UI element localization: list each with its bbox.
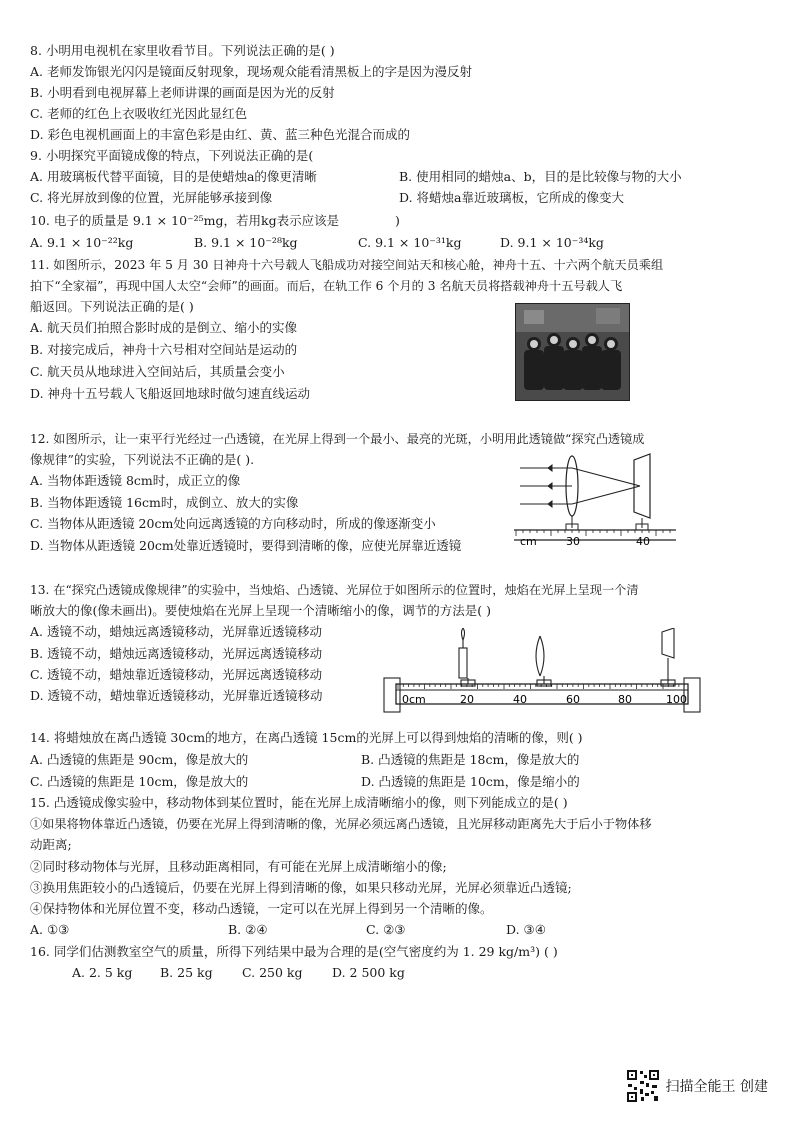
q15-option-c: C. ②③ — [366, 922, 406, 937]
q8-option-a: A. 老师发饰银光闪闪是镜面反射现象，现场观众能看清黑板上的字是因为漫反射 — [30, 64, 472, 79]
q12-ruler-unit: cm — [520, 535, 537, 546]
q15-statement-1-cont: 动距离; — [30, 837, 72, 852]
q8-option-d: D. 彩色电视机画面上的丰富色彩是由红、黄、蓝三种色光混合而成的 — [30, 127, 411, 142]
q13-option-c: C. 透镜不动，蜡烛靠近透镜移动，光屏远离透镜移动 — [30, 667, 323, 682]
q16-option-b: B. 25 kg — [160, 965, 213, 980]
q12-stem-line-2: 像规律”的实验，下列说法不正确的是( ). — [30, 452, 255, 467]
q16-option-a: A. 2. 5 kg — [72, 965, 133, 980]
q14-option-b: B. 凸透镜的焦距是 18cm，像是放大的 — [361, 752, 580, 767]
q9-option-b: B. 使用相同的蜡烛a、b，目的是比较像与物的大小 — [399, 169, 682, 184]
q13-ruler-label-0: 0cm — [402, 693, 426, 706]
q12-ruler-tick-40: 40 — [636, 535, 650, 546]
q11-stem-line-2: 拍下“全家福”，再现中国人太空“会师”的画面。而后，在轨工作 6 个月的 3 名航天员将搭载神舟十五号载人飞 — [30, 279, 623, 293]
q13-option-d: D. 透镜不动，蜡烛靠近透镜移动，光屏靠近透镜移动 — [30, 688, 323, 703]
scanner-watermark — [626, 1069, 768, 1103]
q13-ruler-label-80: 80 — [618, 693, 632, 706]
q13-ruler-label-20: 20 — [460, 693, 474, 706]
qr-code-icon — [626, 1069, 660, 1103]
q9-option-d: D. 将蜡烛a靠近玻璃板，它所成的像变大 — [399, 190, 624, 205]
q15-statement-3: ③换用焦距较小的凸透镜后，仍要在光屏上得到清晰的像，如果只移动光屏，光屏必须靠近凸透镜; — [30, 880, 572, 895]
q13-stem-line-2: 晰放大的像(像未画出)。要使烛焰在光屏上呈现一个清晰缩小的像，调节的方法是( ) — [30, 603, 491, 618]
q14-stem: 14. 将蜡烛放在离凸透镜 30cm的地方，在离凸透镜 15cm的光屏上可以得到烛焰的清晰的像，则( ) — [30, 730, 583, 745]
watermark-label: 扫描全能王 创建 — [665, 1079, 768, 1095]
q8-stem: 8. 小明用电视机在家里收看节目。下列说法正确的是( ) — [30, 43, 335, 58]
q12-option-b: B. 当物体距透镜 16cm时，成倒立、放大的实像 — [30, 495, 299, 510]
q11-stem-line-1: 11. 如图所示，2023 年 5 月 30 日神舟十六号载人飞船成功对接空间站天和核心舱，神舟十五、十六两个航天员乘组 — [30, 258, 664, 272]
q10-option-a: A. 9.1 × 10⁻²²kg — [30, 235, 134, 250]
q12-option-c: C. 当物体从距透镜 20cm处向远离透镜的方向移动时，所成的像逐渐变小 — [30, 516, 436, 531]
q13-option-a: A. 透镜不动，蜡烛远离透镜移动，光屏靠近透镜移动 — [30, 624, 322, 639]
q15-stem: 15. 凸透镜成像实验中，移动物体到某位置时，能在光屏上成清晰缩小的像，则下列能成立的是( ) — [30, 795, 568, 810]
q11-option-d: D. 神舟十五号载人飞船返回地球时做匀速直线运动 — [30, 386, 311, 401]
q16-option-d: D. 2 500 kg — [332, 965, 405, 980]
q10-stem: 10. 电子的质量是 9.1 × 10⁻²⁵mg，若用kg表示应该是 — [30, 213, 340, 228]
q16-stem: 16. 同学们估测教室空气的质量，所得下列结果中最为合理的是(空气密度约为 1. 29 kg/m³) ( ) — [30, 944, 558, 959]
optical-bench-diagram — [380, 628, 710, 718]
q12-stem-line-1: 12. 如图所示，让一束平行光经过一凸透镜，在光屏上得到一个最小、最亮的光斑，小明用此透镜做“探究凸透镜成 — [30, 432, 645, 446]
q15-statement-4: ④保持物体和光屏位置不变，移动凸透镜，一定可以在光屏上得到另一个清晰的像。 — [30, 901, 493, 916]
q10-stem-tail: ) — [395, 213, 400, 228]
q11-option-b: B. 对接完成后，神舟十六号相对空间站是运动的 — [30, 342, 298, 357]
q16-option-c: C. 250 kg — [242, 965, 303, 980]
q12-option-a: A. 当物体距透镜 8cm时，成正立的像 — [30, 473, 241, 488]
q13-ruler-label-60: 60 — [566, 693, 580, 706]
q11-option-c: C. 航天员从地球进入空间站后，其质量会变小 — [30, 364, 285, 379]
q15-option-d: D. ③④ — [506, 922, 546, 937]
q10-option-d: D. 9.1 × 10⁻³⁴kg — [500, 235, 604, 250]
q13-option-b: B. 透镜不动，蜡烛远离透镜移动，光屏远离透镜移动 — [30, 646, 323, 661]
q10-option-b: B. 9.1 × 10⁻²⁸kg — [194, 235, 298, 250]
q15-option-a: A. ①③ — [30, 922, 70, 937]
q11-stem-line-3: 船返回。下列说法正确的是( ) — [30, 299, 194, 314]
q9-option-c: C. 将光屏放到像的位置，光屏能够承接到像 — [30, 190, 273, 205]
q13-stem-line-1: 13. 在“探究凸透镜成像规律”的实验中，当烛焰、凸透镜、光屏位于如图所示的位置时，烛焰在光屏上呈现一个清 — [30, 583, 639, 597]
astronaut-group-photo — [515, 303, 630, 401]
q14-option-a: A. 凸透镜的焦距是 90cm，像是放大的 — [30, 752, 249, 767]
q8-option-b: B. 小明看到电视屏幕上老师讲课的画面是因为光的反射 — [30, 85, 335, 100]
q11-option-a: A. 航天员们拍照合影时成的是倒立、缩小的实像 — [30, 320, 297, 335]
q12-ruler-tick-30: 30 — [566, 535, 580, 546]
q10-option-c: C. 9.1 × 10⁻³¹kg — [358, 235, 462, 250]
q13-ruler-label-100: 100 — [666, 693, 687, 706]
q9-option-a: A. 用玻璃板代替平面镜，目的是使蜡烛a的像更清晰 — [30, 169, 317, 184]
q15-statement-2: ②同时移动物体与光屏，且移动距离相同，有可能在光屏上成清晰缩小的像; — [30, 859, 447, 874]
q13-ruler-label-40: 40 — [513, 693, 527, 706]
q15-option-b: B. ②④ — [228, 922, 268, 937]
lens-focus-diagram — [512, 448, 678, 546]
q12-option-d: D. 当物体从距透镜 20cm处靠近透镜时，要得到清晰的像，应使光屏靠近透镜 — [30, 538, 462, 553]
q14-option-d: D. 凸透镜的焦距是 10cm，像是缩小的 — [361, 774, 580, 789]
q9-stem: 9. 小明探究平面镜成像的特点，下列说法正确的是( — [30, 148, 314, 163]
q15-statement-1: ①如果将物体靠近凸透镜，仍要在光屏上得到清晰的像，光屏必须远离凸透镜，且光屏移动距离先大于后小于物体移 — [30, 817, 652, 831]
q8-option-c: C. 老师的红色上衣吸收红光因此显红色 — [30, 106, 248, 121]
q14-option-c: C. 凸透镜的焦距是 10cm，像是放大的 — [30, 774, 249, 789]
